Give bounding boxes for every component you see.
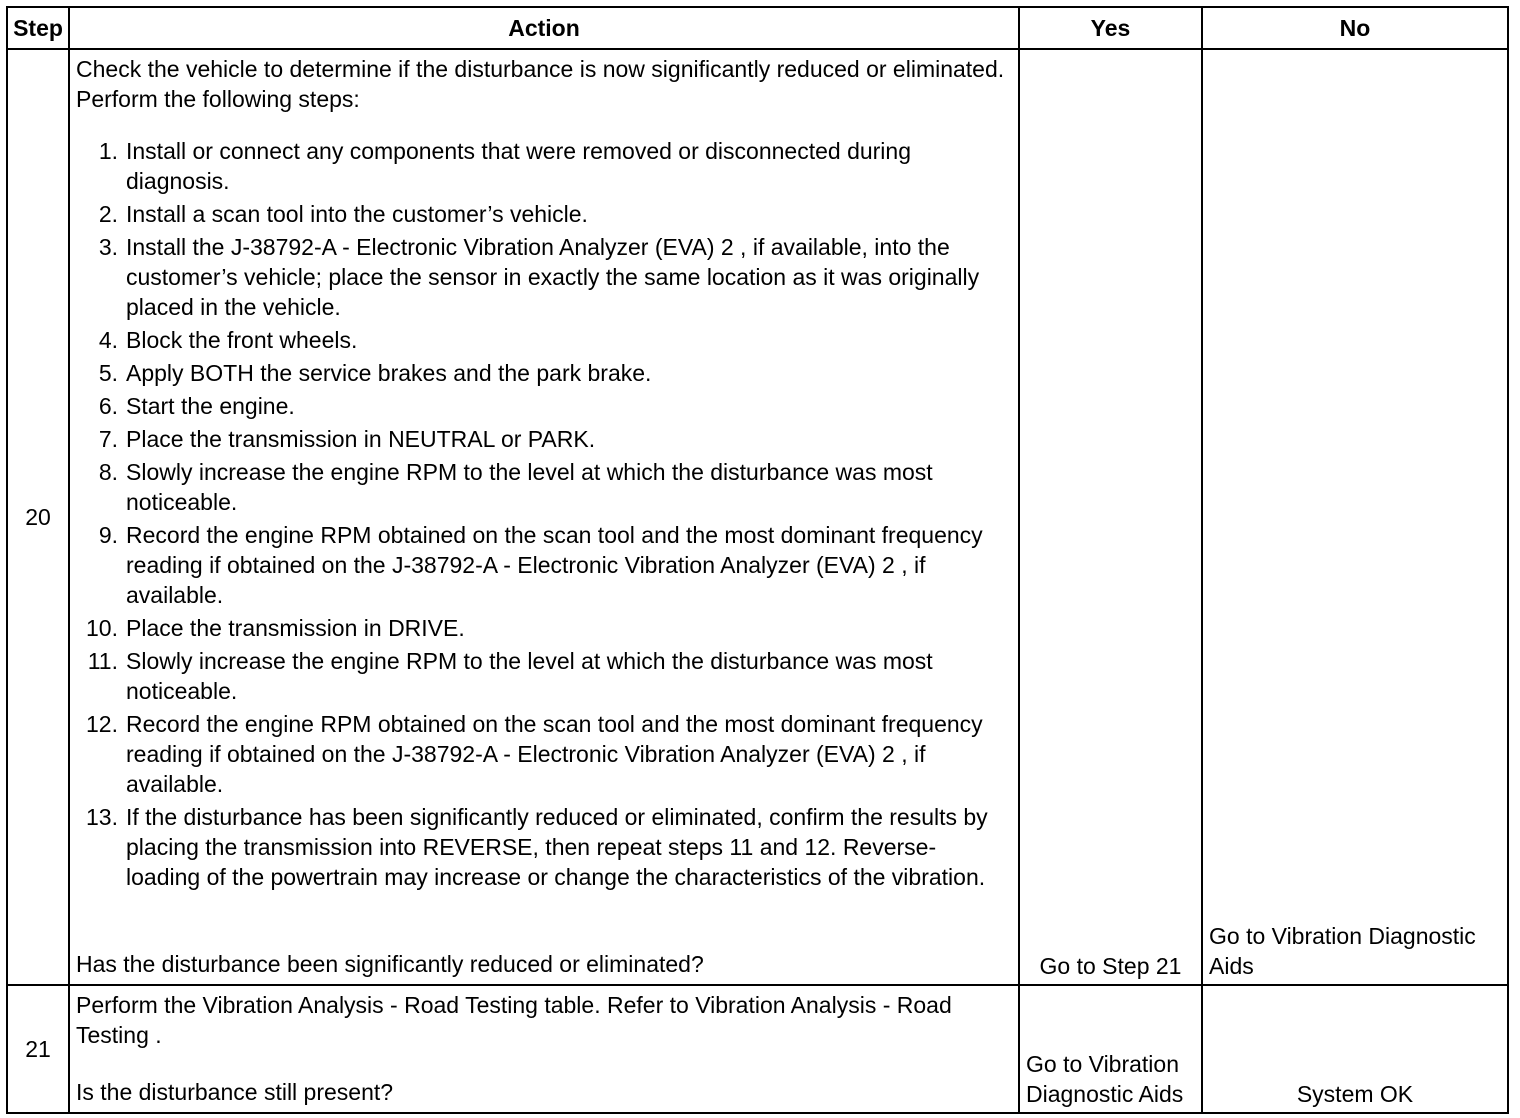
list-item-text: Install the J-38792-A - Electronic Vibration Analyzer (EVA) 2 , if available, into the customer’s vehicle; place the sensor in exactly the same location as it was originally placed in the vehicle. — [126, 234, 980, 320]
list-item-number: 12. — [86, 711, 118, 737]
list-item-text: Block the front wheels. — [126, 327, 358, 353]
header-step: Step — [7, 7, 69, 49]
yes-result: Go to Vibration Diagnostic Aids — [1019, 985, 1202, 1113]
list-item — [76, 424, 1010, 454]
list-item — [76, 232, 1010, 322]
list-item-text: If the disturbance has been significantly reduced or eliminated, confirm the results by placing the transmission into REVERSE, then repeat steps 11 and 12. Reverse-loading of the powertrain may increase or change the characteristics of the vibration. — [126, 804, 988, 890]
list-item-number: 10. — [86, 615, 118, 641]
list-item — [76, 709, 1010, 799]
list-item-text: Place the transmission in DRIVE. — [126, 615, 465, 641]
list-item — [76, 136, 1010, 196]
list-item — [76, 391, 1010, 421]
list-item — [76, 646, 1010, 706]
procedure-list — [76, 136, 1010, 895]
no-result: Go to Vibration Diagnostic Aids — [1202, 49, 1508, 985]
list-item-text: Install a scan tool into the customer’s vehicle. — [126, 201, 588, 227]
step-number: 20 — [7, 49, 69, 985]
list-item-number: 9. — [98, 522, 118, 548]
list-item — [76, 358, 1010, 388]
list-item-number: 1. — [98, 138, 118, 164]
yes-result: Go to Step 21 — [1019, 49, 1202, 985]
list-item — [76, 199, 1010, 229]
action-question: Is the disturbance still present? — [76, 1079, 394, 1105]
list-item-number: 6. — [98, 393, 118, 419]
list-item-number: 5. — [98, 360, 118, 386]
table-row — [7, 985, 1508, 1113]
header-row — [7, 7, 1508, 49]
list-item — [76, 325, 1010, 355]
list-item — [76, 457, 1010, 517]
list-item — [76, 520, 1010, 610]
list-item-number: 13. — [86, 804, 118, 830]
list-item-text: Slowly increase the engine RPM to the level at which the disturbance was most noticeable. — [126, 459, 933, 515]
action-cell — [69, 49, 1019, 985]
list-item-number: 7. — [98, 426, 118, 452]
table-row — [7, 49, 1508, 985]
list-item-number: 8. — [98, 459, 118, 485]
list-item-text: Install or connect any components that were removed or disconnected during diagnosis. — [126, 138, 911, 194]
list-item-text: Record the engine RPM obtained on the scan tool and the most dominant frequency reading if obtained on the J-38792-A - Electronic Vibration Analyzer (EVA) 2 , if available. — [126, 711, 983, 797]
list-item-number: 4. — [98, 327, 118, 353]
list-item-number: 2. — [98, 201, 118, 227]
header-no: No — [1202, 7, 1508, 49]
header-yes: Yes — [1019, 7, 1202, 49]
list-item-number: 3. — [98, 234, 118, 260]
list-item-text: Start the engine. — [126, 393, 295, 419]
list-item-text: Place the transmission in NEUTRAL or PARK. — [126, 426, 596, 452]
action-question: Has the disturbance been significantly reduced or eliminated? — [76, 951, 704, 977]
action-intro: Perform the Vibration Analysis - Road Testing table. Refer to Vibration Analysis - Road Testing . — [76, 992, 952, 1048]
diagnostic-table — [6, 6, 1509, 1114]
list-item-text: Slowly increase the engine RPM to the level at which the disturbance was most noticeable. — [126, 648, 933, 704]
action-cell — [69, 985, 1019, 1113]
no-result: System OK — [1202, 985, 1508, 1113]
list-item-number: 11. — [87, 648, 118, 674]
list-item-text: Record the engine RPM obtained on the scan tool and the most dominant frequency reading if obtained on the J-38792-A - Electronic Vibration Analyzer (EVA) 2 , if available. — [126, 522, 983, 608]
list-item — [76, 802, 1010, 892]
action-intro: Check the vehicle to determine if the disturbance is now significantly reduced or eliminated. Perform the following steps: — [76, 56, 1005, 112]
header-action: Action — [69, 7, 1019, 49]
list-item-text: Apply BOTH the service brakes and the park brake. — [126, 360, 652, 386]
step-number: 21 — [7, 985, 69, 1113]
list-item — [76, 613, 1010, 643]
